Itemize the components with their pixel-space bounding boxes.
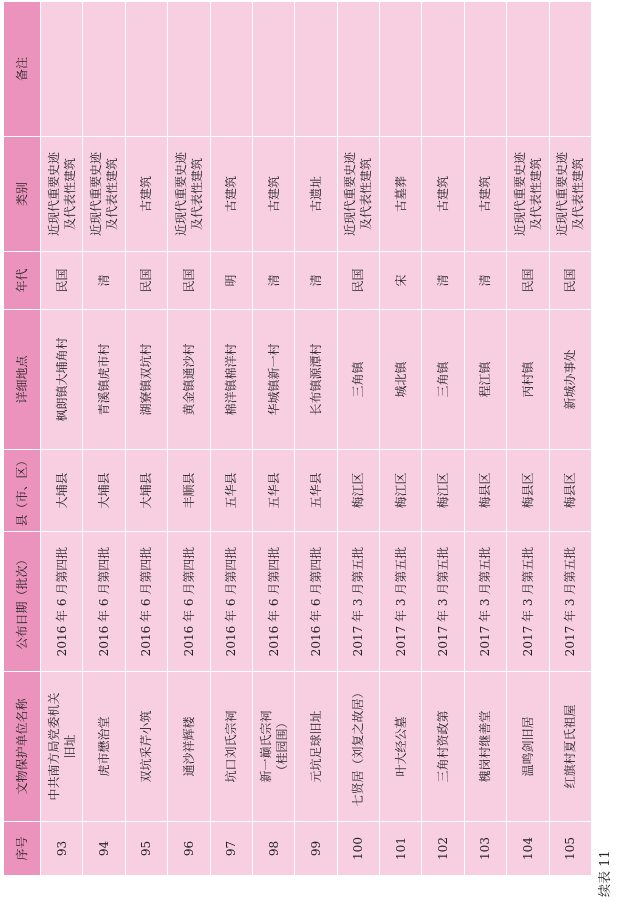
cell-note xyxy=(83,2,125,137)
cell-name: 通沙祥辉楼 xyxy=(168,672,210,822)
cell-era: 民国 xyxy=(125,252,167,310)
cell-era: 民国 xyxy=(549,252,592,310)
table-row xyxy=(210,2,252,876)
cell-county: 大埔县 xyxy=(41,450,83,532)
cell-place: 黄金镇通沙村 xyxy=(168,310,210,450)
cell-name: 红旗村夏氏祖屋 xyxy=(549,672,592,822)
cell-county: 梅县区 xyxy=(549,450,592,532)
header-name: 文物保护单位名称 xyxy=(4,672,41,822)
cell-category: 古墓葬 xyxy=(380,137,422,252)
cell-no: 101 xyxy=(380,822,422,876)
cell-county: 梅江区 xyxy=(380,450,422,532)
cell-date: 2017 年 3 月第五批 xyxy=(549,532,592,672)
cell-era: 清 xyxy=(83,252,125,310)
cell-county: 大埔县 xyxy=(125,450,167,532)
cell-category: 古建筑 xyxy=(125,137,167,252)
cell-category: 近现代重要史迹 及代表性建筑 xyxy=(337,137,379,252)
cell-county: 梅江区 xyxy=(422,450,464,532)
cell-name: 温鸣剑旧居 xyxy=(507,672,549,822)
cell-name: 叶大经公墓 xyxy=(380,672,422,822)
cell-no: 105 xyxy=(549,822,592,876)
cell-place: 华城镇新一村 xyxy=(252,310,294,450)
cell-era: 清 xyxy=(295,252,337,310)
cell-place: 新城办事处 xyxy=(549,310,592,450)
cell-category: 近现代重要史迹 及代表性建筑 xyxy=(41,137,83,252)
table-row xyxy=(125,2,167,876)
cell-place: 城北镇 xyxy=(380,310,422,450)
cell-era: 民国 xyxy=(507,252,549,310)
header-date: 公布日期（批次） xyxy=(4,532,41,672)
cell-category: 近现代重要史迹 及代表性建筑 xyxy=(549,137,592,252)
cell-note xyxy=(549,2,592,137)
cell-date: 2016 年 6 月第四批 xyxy=(168,532,210,672)
cell-no: 100 xyxy=(337,822,379,876)
cell-place: 长布镇源潭村 xyxy=(295,310,337,450)
cell-no: 96 xyxy=(168,822,210,876)
cell-place: 三角镇 xyxy=(337,310,379,450)
cell-note xyxy=(168,2,210,137)
cell-category: 古建筑 xyxy=(422,137,464,252)
cell-name: 槐岗村继善堂 xyxy=(464,672,506,822)
header-county: 县（市、区） xyxy=(4,450,41,532)
cell-no: 102 xyxy=(422,822,464,876)
cell-no: 104 xyxy=(507,822,549,876)
cell-date: 2017 年 3 月第五批 xyxy=(422,532,464,672)
cell-era: 清 xyxy=(252,252,294,310)
cell-date: 2017 年 3 月第五批 xyxy=(507,532,549,672)
cell-name: 七贤居（刘复之故居） xyxy=(337,672,379,822)
cell-no: 97 xyxy=(210,822,252,876)
cell-place: 枫朗镇大埔角村 xyxy=(41,310,83,450)
table-row xyxy=(41,2,83,876)
cell-no: 103 xyxy=(464,822,506,876)
cell-category: 近现代重要史迹 及代表性建筑 xyxy=(83,137,125,252)
cell-county: 大埔县 xyxy=(83,450,125,532)
cell-date: 2017 年 3 月第五批 xyxy=(464,532,506,672)
cell-note xyxy=(380,2,422,137)
cell-note xyxy=(337,2,379,137)
cell-county: 梅县区 xyxy=(464,450,506,532)
table-header-row xyxy=(4,2,41,876)
cell-name: 双坑采芹小筑 xyxy=(125,672,167,822)
cell-date: 2016 年 6 月第四批 xyxy=(295,532,337,672)
header-category: 类别 xyxy=(4,137,41,252)
cell-note xyxy=(41,2,83,137)
cell-note xyxy=(252,2,294,137)
cell-category: 近现代重要史迹 及代表性建筑 xyxy=(168,137,210,252)
cell-name: 新一巅氏宗祠 （桂园围） xyxy=(252,672,294,822)
cell-era: 民国 xyxy=(168,252,210,310)
cell-era: 清 xyxy=(422,252,464,310)
table-row xyxy=(380,2,422,876)
cell-date: 2016 年 6 月第四批 xyxy=(41,532,83,672)
cell-county: 五华县 xyxy=(252,450,294,532)
cell-category: 近现代重要史迹 及代表性建筑 xyxy=(507,137,549,252)
cell-place: 湖寮镇双坑村 xyxy=(125,310,167,450)
cell-category: 古建筑 xyxy=(464,137,506,252)
cell-no: 95 xyxy=(125,822,167,876)
cell-place: 三角镇 xyxy=(422,310,464,450)
table-row xyxy=(295,2,337,876)
cell-note xyxy=(507,2,549,137)
cell-place: 棉洋镇棉洋村 xyxy=(210,310,252,450)
table-row xyxy=(464,2,506,876)
cell-era: 清 xyxy=(464,252,506,310)
cell-name: 元坑足球旧址 xyxy=(295,672,337,822)
cell-county: 丰顺县 xyxy=(168,450,210,532)
cell-note xyxy=(295,2,337,137)
cell-date: 2017 年 3 月第五批 xyxy=(380,532,422,672)
cell-county: 梅江区 xyxy=(337,450,379,532)
cell-county: 五华县 xyxy=(210,450,252,532)
cell-county: 梅县区 xyxy=(507,450,549,532)
heritage-sites-table xyxy=(3,1,592,876)
cell-note xyxy=(210,2,252,137)
table-row xyxy=(83,2,125,876)
header-note: 备注 xyxy=(4,2,41,137)
cell-note xyxy=(422,2,464,137)
cell-no: 94 xyxy=(83,822,125,876)
cell-name: 中共南方局党委机关 旧址 xyxy=(41,672,83,822)
table-row xyxy=(549,2,592,876)
table-row xyxy=(252,2,294,876)
cell-date: 2017 年 3 月第五批 xyxy=(337,532,379,672)
table-row xyxy=(507,2,549,876)
cell-note xyxy=(125,2,167,137)
cell-note xyxy=(464,2,506,137)
cell-era: 民国 xyxy=(41,252,83,310)
cell-place: 程江镇 xyxy=(464,310,506,450)
cell-date: 2016 年 6 月第四批 xyxy=(83,532,125,672)
cell-no: 99 xyxy=(295,822,337,876)
cell-date: 2016 年 6 月第四批 xyxy=(210,532,252,672)
header-era: 年代 xyxy=(4,252,41,310)
table-row xyxy=(337,2,379,876)
cell-name: 三角村资政第 xyxy=(422,672,464,822)
table-caption: 续表 11 xyxy=(598,850,613,897)
cell-place: 青溪镇虎市村 xyxy=(83,310,125,450)
cell-era: 民国 xyxy=(337,252,379,310)
cell-county: 五华县 xyxy=(295,450,337,532)
cell-category: 古遗址 xyxy=(295,137,337,252)
table-row xyxy=(422,2,464,876)
cell-category: 古建筑 xyxy=(210,137,252,252)
cell-era: 宋 xyxy=(380,252,422,310)
table-row xyxy=(168,2,210,876)
cell-no: 93 xyxy=(41,822,83,876)
cell-no: 98 xyxy=(252,822,294,876)
header-place: 详细地点 xyxy=(4,310,41,450)
cell-date: 2016 年 6 月第四批 xyxy=(125,532,167,672)
header-no: 序号 xyxy=(4,822,41,876)
cell-category: 古建筑 xyxy=(252,137,294,252)
cell-era: 明 xyxy=(210,252,252,310)
cell-name: 坑口刘氏宗祠 xyxy=(210,672,252,822)
cell-name: 虎市懋治堂 xyxy=(83,672,125,822)
cell-date: 2016 年 6 月第四批 xyxy=(252,532,294,672)
cell-place: 丙村镇 xyxy=(507,310,549,450)
